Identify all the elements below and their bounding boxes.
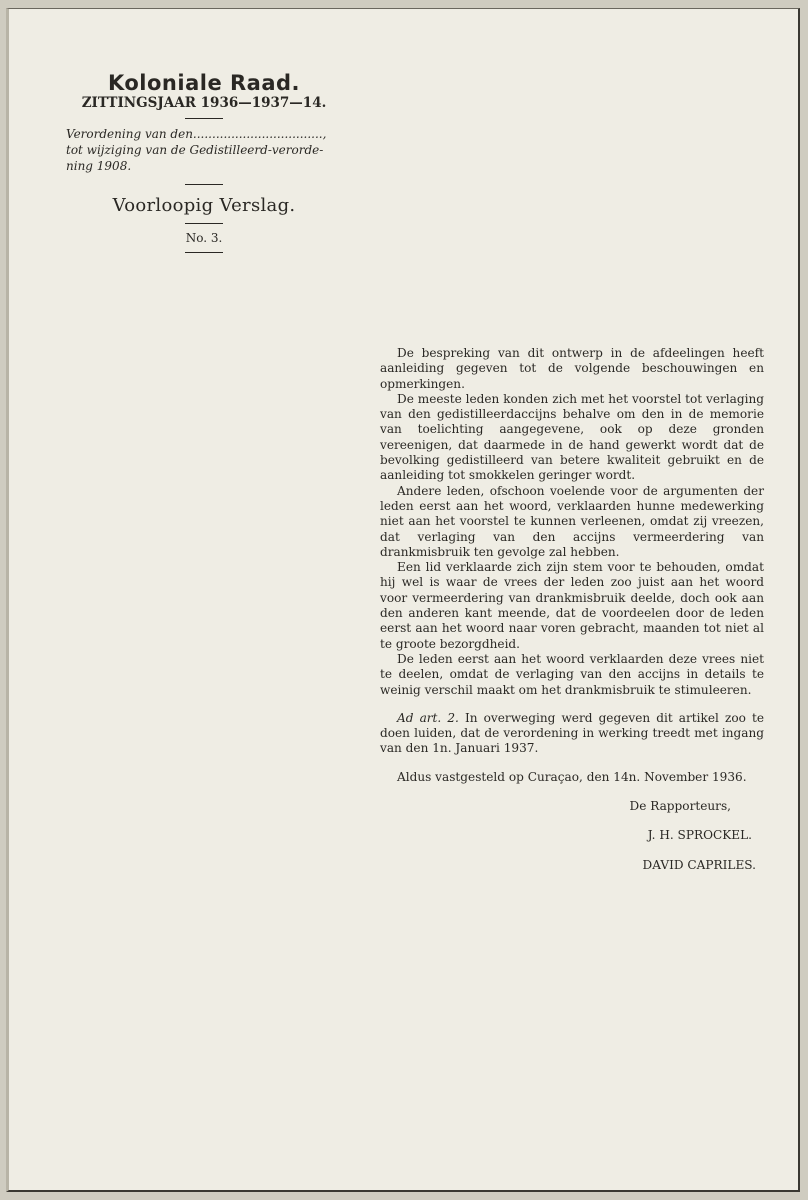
closing-line: Aldus vastgesteld op Curaçao, den 14n. November 1936. [397,769,747,784]
document-header [64,71,344,260]
council-title: Koloniale Raad. [107,71,301,95]
report-title: Voorloopig Verslag. [112,195,296,216]
ordinance-line: tot wijziging van de Gedistilleerd-verorde- [66,143,324,157]
session-year: ZITTINGSJAAR 1936—1937—14. [81,95,327,111]
signatory: DAVID CAPRILES. [642,857,756,872]
divider [185,118,223,119]
signatory: J. H. SPROCKEL. [647,828,752,843]
ordinance-line: Verordening van den.................................., [66,127,327,141]
paragraph: Een lid verklaarde zich zijn stem voor te behouden, omdat hij wel is waar de vrees der leden zoo juist aan het woord voor vermeerdering van drankmisbruik deelde, doch ook aan den anderen kant meende, dat de voordeelen door de leden eerst aan het woord naar voren gebracht, maanden tot niet al te groote bezorgdheid. [380,560,764,651]
article-paragraph [380,711,764,757]
divider [185,223,223,224]
paragraph: De bespreking van dit ontwerp in de afdeelingen heeft aanleiding gegeven tot de volgende beschouwingen en opmerkingen. [380,346,764,391]
ordinance-line: ning 1908. [66,159,132,173]
paragraph: Andere leden, ofschoon voelende voor de argumenten der leden eerst aan het woord, verklaarden hunne medewerking niet aan het voorstel te kunnen verleenen, omdat zij vreezen, dat verlaging van den accijns vermeerdering van drankmisbruik ten gevolge zal hebben. [380,483,764,559]
article-label: Ad art. 2. [397,710,459,725]
ordinance-description [64,126,344,174]
divider [185,252,223,253]
paragraph: De leden eerst aan het woord verklaarden deze vrees niet te deelen, omdat de verlaging van den accijns in details te weinig verschil maakt om het drankmisbruik te stimuleeren. [380,651,764,697]
report-body [380,346,764,873]
rapporteurs-label: De Rapporteurs, [629,799,731,814]
divider [185,184,223,185]
document-page [6,8,800,1192]
document-number: No. 3. [185,231,223,245]
article-text: In overweging werd gegeven dit artikel zoo te doen luiden, dat de verordening in werking treedt met ingang van den 1n. Januari 1937. [380,710,765,756]
paragraph: De meeste leden konden zich met het voorstel tot verlaging van den gedistilleerdaccijns behalve om den in de memorie van toelichting aangegevene, ook op deze gronden vereenigen, dat daarmede in de hand gewerkt wordt dat de bevolking gedistilleerd van betere kwaliteit gebruikt en de aanleiding tot smokkelen geringer wordt. [380,391,764,483]
